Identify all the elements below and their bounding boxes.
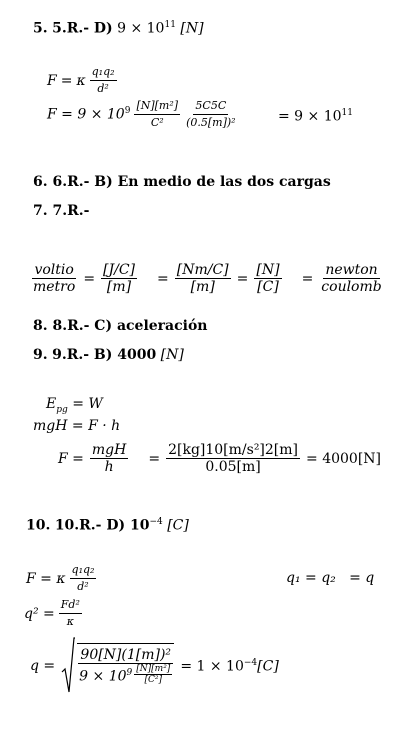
item-exponent: −4	[149, 517, 163, 527]
eq10-nested-frac	[134, 664, 172, 685]
eq5-unit-den: C²	[150, 116, 164, 129]
eq5-line2-lhs	[47, 106, 130, 123]
item-answer: 8.R.- C) aceleración	[52, 318, 208, 334]
eq7-frac1-num: voltio	[34, 262, 74, 278]
item-number: 8.	[33, 318, 48, 334]
eq5-charge-fraction	[184, 98, 238, 131]
item-exponent: 11	[164, 20, 176, 30]
eq9-result: = 4000[N]	[306, 450, 381, 467]
eq10-result-exp: −4	[243, 657, 258, 668]
eq10-frac-num: q₁q₂	[70, 562, 97, 579]
eq5-equals: =	[60, 72, 73, 89]
eq5-charge-den: (0.5[m])²	[186, 116, 236, 129]
eq10-F: F = κ	[26, 570, 66, 587]
eq7-frac5	[319, 262, 383, 295]
sqrt-radical-icon	[61, 636, 75, 696]
eq5-unit-fraction	[134, 98, 180, 131]
item-answer: 5.R.- D)	[52, 20, 113, 37]
eq7-frac2	[101, 262, 137, 295]
eq5-kappa: κ	[76, 72, 86, 89]
eq7-eq2: =	[157, 270, 169, 287]
eq7-frac4-num: [N]	[256, 262, 280, 278]
item-8-heading	[33, 318, 207, 334]
item-unit: [C]	[167, 517, 189, 534]
eq10-frac-den: d²	[77, 580, 89, 593]
eq9-line2: mgH = F · h	[33, 418, 121, 434]
eq7-eq1: =	[83, 270, 96, 287]
eq10-result-unit: [C]	[257, 658, 279, 675]
eq9-line1-rest: = W	[72, 396, 103, 412]
item-6-heading	[33, 174, 331, 190]
eq10-den-mult: 9 × 10	[79, 668, 127, 685]
eq9-frac1-num: mgH	[91, 442, 127, 458]
eq5-unit-num: [N][m²]	[134, 98, 180, 115]
eq10-nested-den: [C²]	[144, 675, 163, 685]
eq10-sqrt-den-text	[79, 665, 132, 685]
eq7-line	[31, 262, 384, 295]
eq9-E: E	[46, 396, 57, 412]
eq9-frac1	[90, 442, 128, 475]
eq7-frac4-den: [C]	[257, 279, 279, 295]
eq7-eq3: =	[236, 270, 249, 287]
eq7-frac5-num: newton	[325, 262, 378, 278]
eq10-nested-num: [N][m²]	[136, 664, 171, 674]
eq10-line2	[24, 597, 82, 630]
eq7-frac2-den: [m]	[106, 279, 132, 295]
eq10-frac2-den: κ	[66, 615, 74, 628]
item-5-heading	[33, 20, 204, 37]
item-answer: 7.R.-	[52, 203, 90, 219]
eq5-numerator: q₁q₂	[90, 64, 117, 81]
eq7-eq4: =	[301, 270, 314, 287]
item-value: 9 × 10	[117, 20, 165, 37]
eq7-frac1	[31, 262, 77, 295]
eq10-frac2-num: Fd²	[59, 597, 82, 614]
eq9-frac2-den: 0.05[m]	[205, 459, 261, 475]
eq10-line1	[26, 562, 96, 595]
eq5-fraction	[90, 64, 117, 97]
eq7-frac3-num: [Nm/C]	[176, 262, 229, 278]
item-number: 6.	[33, 174, 48, 190]
item-number: 9.	[33, 347, 48, 363]
eq7-frac3-den: [m]	[190, 279, 215, 295]
item-answer: 9.R.- B) 4000	[52, 347, 157, 363]
eq10-result	[180, 658, 278, 675]
eq5-result-text: = 9 × 10	[278, 108, 342, 125]
eq5-result	[278, 108, 353, 125]
item-number: 5.	[33, 20, 48, 37]
eq9-line3	[58, 442, 381, 475]
eq10-sqrt-den	[77, 664, 174, 685]
eq10-result-text: = 1 × 10	[180, 658, 244, 675]
eq5-F: F	[47, 72, 57, 89]
eq10-frac2	[59, 597, 82, 630]
eq10-line3	[30, 636, 279, 696]
item-unit: [N]	[180, 20, 204, 37]
eq10-sqrt-num: 90[N](1[m])²	[80, 647, 172, 663]
item-number: 10.	[26, 517, 51, 534]
eq5-line2	[47, 98, 238, 131]
eq10-den-exp: 9	[126, 667, 133, 678]
item-number: 7.	[33, 203, 48, 219]
eq10-frac	[70, 562, 97, 595]
eq7-frac4	[254, 262, 281, 295]
eq10-q2: q² =	[24, 605, 55, 622]
eq7-frac1-den: metro	[33, 279, 76, 295]
item-10-heading	[26, 517, 189, 534]
item-answer: 6.R.- B) En medio de las dos cargas	[52, 174, 331, 190]
eq5-denominator: d²	[97, 82, 109, 95]
eq10-sqrt-body	[77, 643, 174, 685]
eq9-frac2	[166, 442, 300, 475]
eq9-line1	[46, 396, 103, 415]
eq5-line1	[47, 64, 117, 97]
eq9-frac1-den: h	[104, 459, 114, 475]
eq9-E-sub: pg	[56, 404, 68, 415]
item-7-heading	[33, 203, 89, 219]
item-unit: [N]	[160, 347, 184, 363]
item-answer: 10.R.- D) 10	[54, 517, 150, 534]
eq5-line2-text: F = 9 × 10	[47, 106, 125, 123]
eq9-eq: =	[148, 450, 161, 467]
eq10-q: q =	[30, 658, 56, 674]
eq9-F: F =	[58, 450, 84, 467]
eq5-line2-exp: 9	[124, 106, 131, 117]
eq7-frac2-num: [J/C]	[103, 262, 136, 278]
eq7-frac3	[175, 262, 231, 295]
eq5-result-exp: 11	[341, 108, 353, 118]
eq7-frac5-den: coulomb	[321, 279, 382, 295]
eq10-condition: q₁ = q₂ = q	[286, 570, 375, 586]
item-9-heading	[33, 347, 184, 363]
eq5-charge-num: 5C5C	[193, 98, 228, 115]
eq9-frac2-num: 2[kg]10[m/s²]2[m]	[168, 442, 299, 458]
